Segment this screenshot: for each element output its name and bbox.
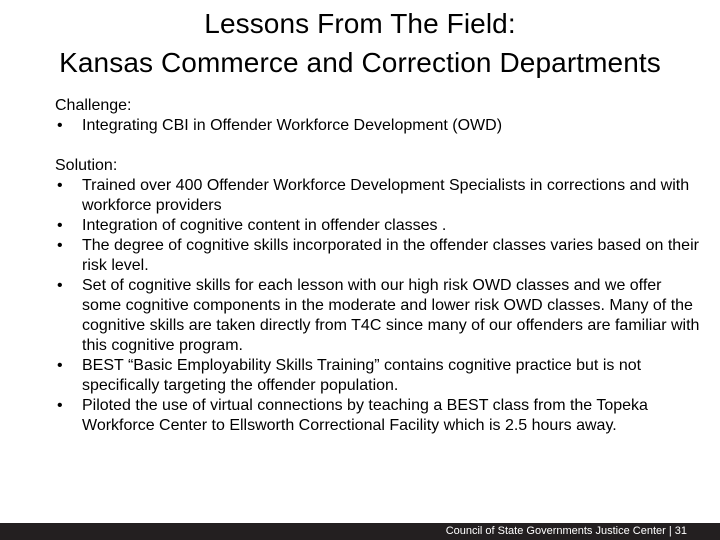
challenge-list xyxy=(55,116,700,136)
bullet-marker: • xyxy=(57,277,63,294)
challenge-heading: Challenge: xyxy=(55,97,132,114)
list-item-text: Trained over 400 Offender Workforce Development Specialists in corrections and with workforce providers xyxy=(82,177,690,214)
list-item-text: Piloted the use of virtual connections by teaching a BEST class from the Topeka Workforce Center to Ellsworth Correctional Facility which is 2.5 hours away. xyxy=(82,397,648,434)
slide-title-line-1: Lessons From The Field: xyxy=(204,8,516,39)
slide-body xyxy=(55,96,700,436)
list-item-text: Integrating CBI in Offender Workforce Development (OWD) xyxy=(82,117,503,134)
bullet-marker: • xyxy=(57,117,63,134)
list-item-text: Set of cognitive skills for each lesson with our high risk OWD classes and we offer some cognitive components in the moderate and lower risk OWD classes. Many of the cognitive skills are taken directly from T4C since many of our offenders are familiar with this cognitive program. xyxy=(82,277,700,354)
bullet-marker: • xyxy=(57,357,63,374)
bullet-marker: • xyxy=(57,177,63,194)
list-item-text: Integration of cognitive content in offender classes . xyxy=(82,217,447,234)
slide-title-line-2: Kansas Commerce and Correction Departments xyxy=(59,47,661,78)
footer-bar xyxy=(0,523,720,540)
bullet-marker: • xyxy=(57,237,63,254)
list-item xyxy=(55,276,700,356)
footer-text: Council of State Governments Justice Center | 31 xyxy=(445,525,687,537)
bullet-marker: • xyxy=(57,217,63,234)
list-item-text: The degree of cognitive skills incorporated in the offender classes varies based on their risk level. xyxy=(82,237,699,274)
slide-title xyxy=(0,4,720,82)
list-item xyxy=(55,116,700,136)
list-item xyxy=(55,396,700,436)
section-spacer xyxy=(55,136,700,156)
list-item-text: BEST “Basic Employability Skills Training” contains cognitive practice but is not specifically targeting the offender population. xyxy=(82,357,642,394)
list-item xyxy=(55,176,700,216)
bullet-marker: • xyxy=(57,397,63,414)
solution-list xyxy=(55,176,700,436)
list-item xyxy=(55,356,700,396)
list-item xyxy=(55,216,700,236)
list-item xyxy=(55,236,700,276)
solution-heading: Solution: xyxy=(55,157,118,174)
